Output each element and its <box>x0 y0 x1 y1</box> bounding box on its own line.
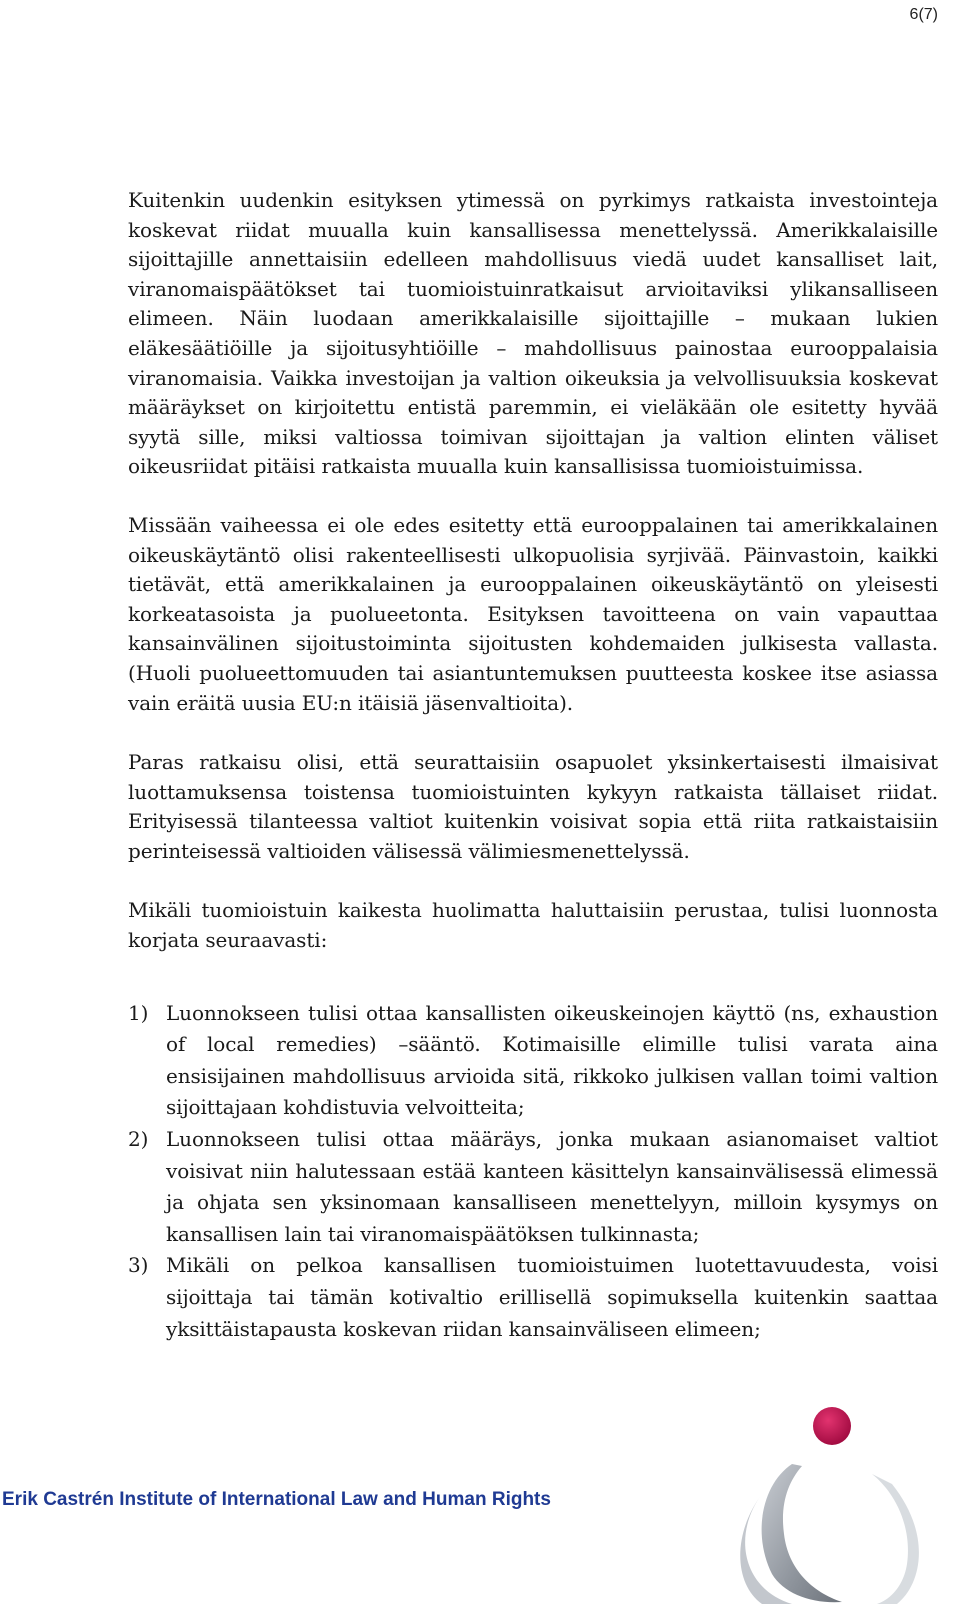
list-item <box>128 1124 938 1250</box>
list-item-text: Mikäli on pelkoa kansallisen tuomioistuimen luotettavuudesta, voisi sijoittaja tai tämän kotivaltio erillisellä sopimuksella kuitenkin saattaa yksittäistapausta koskevan riidan kansainväliseen elimeen; <box>166 1253 938 1341</box>
paragraph-1: Kuitenkin uudenkin esityksen ytimessä on pyrkimys ratkaista investointeja koskevat riidat muualla kuin kansallisessa menettelyssä. Amerikkalaisille sijoittajille annettaisiin edelleen mahdollisuus viedä uudet kansalliset lait, viranomaispäätökset tai tuomioistuinratkaisut arvioitaviksi ylikansalliseen elimeen. Näin luodaan amerikkalaisille sijoittajille – mukaan lukien eläkesäätiöille ja sijoitusyhtiöille – mahdollisuus painostaa eurooppalaisia viranomaisia. Vaikka investoijan ja valtion oikeuksia ja velvollisuuksia koskevat määräykset on kirjoitettu entistä paremmin, ei vieläkään ole esitetty hyvää syytä sille, miksi valtiossa toimivan sijoittajan ja valtion elinten väliset oikeusriidat pitäisi ratkaista muualla kuin kansallisissa tuomioistuimissa. <box>128 188 938 479</box>
paragraph-4: Mikäli tuomioistuin kaikesta huolimatta haluttaisiin perustaa, tulisi luonnosta korjata seuraavasti: <box>128 898 938 953</box>
list-item-text: Luonnokseen tulisi ottaa kansallisten oikeuskeinojen käyttö (ns, exhaustion of local remedies) –sääntö. Kotimaisille elimille tulisi varata aina ensisijainen mahdollisuus arvioida sitä, rikkoko julkisen vallan toimi valtion sijoittajaan kohdistuvia velvoitteita; <box>166 1000 938 1120</box>
logo-swoosh-right <box>872 1474 919 1604</box>
recommendation-list <box>128 998 938 1346</box>
paragraph-3: Paras ratkaisu olisi, että seurattaisiin osapuolet yksinkertaisesti ilmaisivat luottamuksensa toistensa tuomioistuinten kykyyn ratkaista tällaiset riidat. Erityisessä tilanteessa valtiot kuitenkin voisivat sopia että riita ratkaistaisiin perinteisessä valtioiden välisessä välimiesmenettelyssä. <box>128 750 938 863</box>
page-number: 6(7) <box>909 6 938 23</box>
list-item-number: 1) <box>128 1000 149 1025</box>
paragraph-2: Missään vaiheessa ei ole edes esitetty että eurooppalainen tai amerikkalainen oikeuskäytäntö olisi rakenteellisesti ulkopuolisia syrjivää. Päinvastoin, kaikki tietävät, että amerikkalainen ja eurooppalainen oikeuskäytäntö on yleisesti korkeatasoista ja puolueetonta. Esityksen tavoitteena on vain vapauttaa kansainvälinen sijoitustoiminta sijoitusten kohdemaiden julkisesta vallasta. (Huoli puolueettomuuden tai asiantuntemuksen puutteesta koskee itse asiassa vain eräitä uusia EU:n itäisiä jäsenvaltioita). <box>128 512 938 715</box>
list-item-text: Luonnokseen tulisi ottaa määräys, jonka mukaan asianomaiset valtiot voisivat niin halutessaan estää kanteen käsittelyn kansainvälisessä elimessä ja ohjata sen yksinomaan kansalliseen menettelyyn, milloin kysymys on kansallisen lain tai viranomaispäätöksen tulkinnasta; <box>166 1127 938 1246</box>
list-item <box>128 1250 938 1345</box>
list-item-number: 2) <box>128 1127 149 1152</box>
logo-dot <box>813 1407 851 1445</box>
logo-swoosh <box>762 1464 842 1602</box>
document-body <box>128 186 938 1345</box>
list-item <box>128 998 938 1124</box>
institute-logo-icon <box>722 1404 952 1604</box>
list-item-number: 3) <box>128 1253 149 1278</box>
footer-institute-name: Erik Castrén Institute of International Law and Human Rights <box>2 1489 551 1510</box>
